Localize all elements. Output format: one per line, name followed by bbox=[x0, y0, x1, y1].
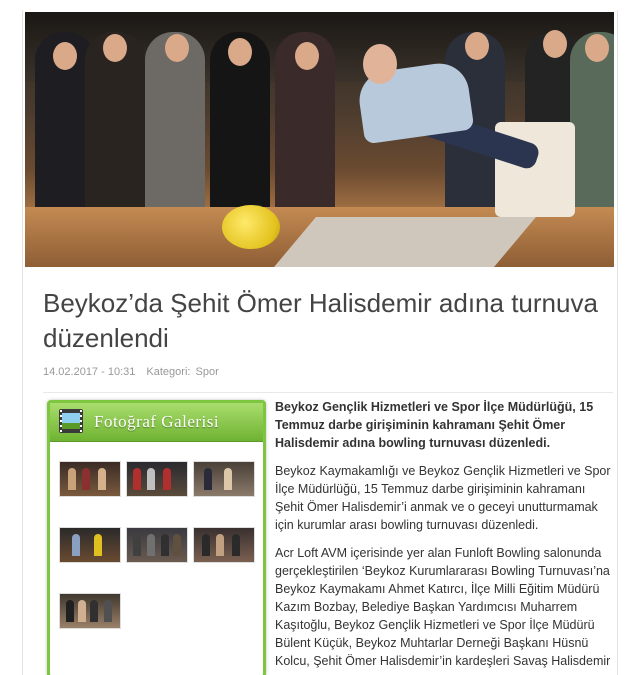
article-title: Beykoz’da Şehit Ömer Halisdemir adına turnuva düzenlendi bbox=[43, 288, 598, 353]
gallery-thumbnail[interactable] bbox=[193, 461, 255, 497]
gallery-thumbnail[interactable] bbox=[193, 527, 255, 563]
gallery-thumbnail[interactable] bbox=[126, 461, 188, 497]
article-lead: Beykoz Gençlik Hizmetleri ve Spor İlçe Müdürlüğü, 15 Temmuz darbe girişiminin kahramanı Şehit Ömer Halisdemir adına bowling turnuvası düzenledi. bbox=[275, 400, 594, 450]
divider bbox=[43, 392, 613, 393]
gallery-thumbnail[interactable] bbox=[126, 527, 188, 563]
category-link[interactable]: Spor bbox=[195, 366, 219, 378]
bowling-ball bbox=[222, 205, 280, 249]
article-body bbox=[275, 398, 615, 675]
gallery-header[interactable] bbox=[50, 403, 263, 442]
gallery-title: Fotoğraf Galerisi bbox=[94, 412, 220, 431]
gallery-thumbnail[interactable] bbox=[59, 527, 121, 563]
article-frame bbox=[22, 10, 618, 675]
article-meta bbox=[43, 366, 227, 378]
film-photo-icon bbox=[58, 407, 84, 435]
gallery-thumbnail[interactable] bbox=[59, 461, 121, 497]
photo-gallery-widget bbox=[47, 400, 266, 675]
article-paragraph: Acr Loft AVM içerisinde yer alan Funloft Bowling salonunda gerçekleştirilen ‘Beykoz Kurumlararası Bowling Turnuvası’na Beykoz Kaymakamı Ahmet Katırcı, İlçe Milli Eğitim Müdürü Kazım Bozbay, Belediye Başkan Yardımcısı Muharrem Kaşıtoğlu, Beykoz Gençlik Hizmetleri ve Spor İlçe Müdürü Bülent Küçük, Beykoz Muhtarlar Derneği Başkanı Hüsnü Kolcu, Şehit Ömer Halisdemir’in kardeşleri Savaş Halisdemir bbox=[275, 546, 611, 668]
hero-photo bbox=[25, 12, 614, 267]
gallery-thumbnail[interactable] bbox=[59, 593, 121, 629]
article-paragraph: Beykoz Kaymakamlığı ve Beykoz Gençlik Hizmetleri ve Spor İlçe Müdürlüğü, 15 Temmuz darbe girişiminin kahramanı Şehit Ömer Halisdemir’i anmak ve o geceyi unutturmamak için kurumlar arası bowling turnuvası düzenledi. bbox=[275, 464, 611, 532]
category-label: Kategori: bbox=[146, 366, 191, 378]
article-date: 14.02.2017 - 10:31 bbox=[43, 366, 136, 378]
